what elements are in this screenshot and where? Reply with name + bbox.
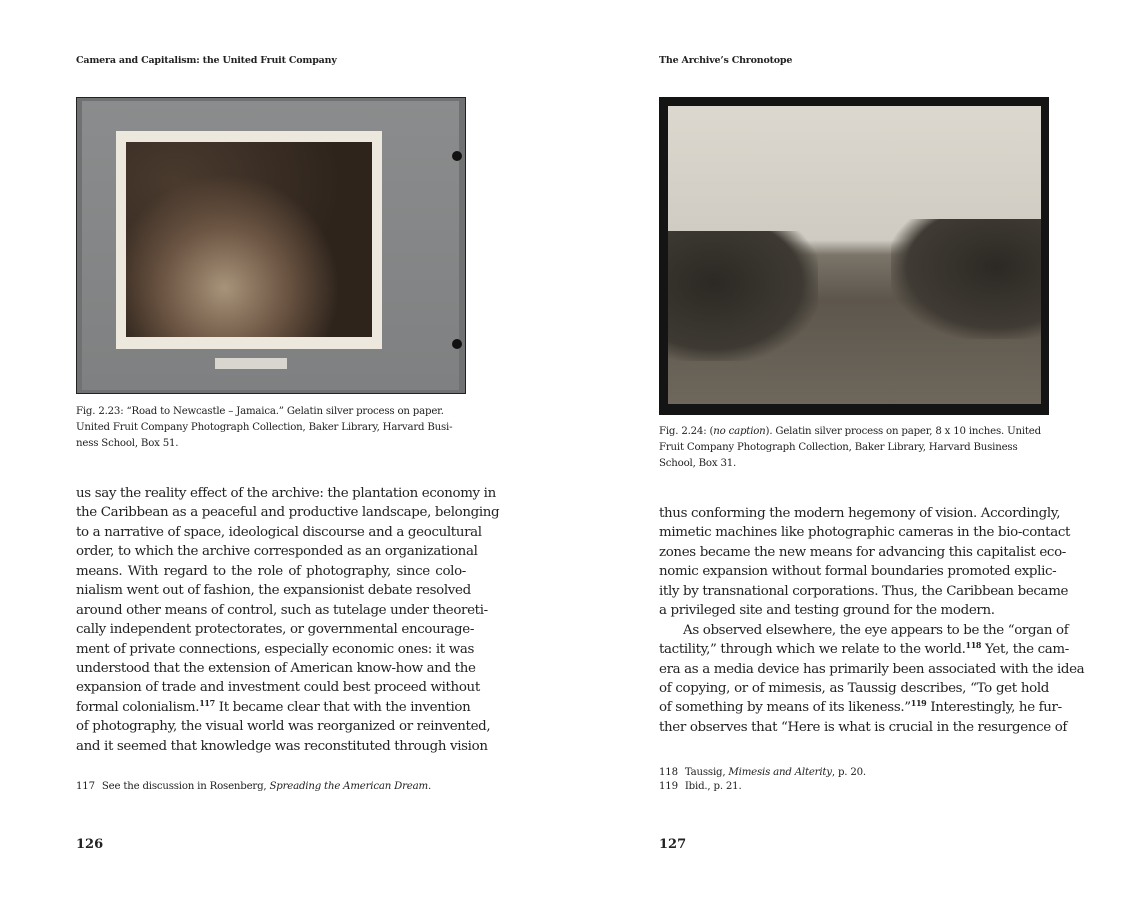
text-run: tactility,” through which we relate to the world. <box>659 642 966 658</box>
text-run: the Caribbean as a peaceful and productive landscape, belonging <box>76 505 500 521</box>
caption-line: Fig. 2.23: “Road to Newcastle – Jamaica.” Gelatin silver process on paper. <box>76 406 444 417</box>
text-line <box>76 620 475 639</box>
binder-hole <box>452 151 462 161</box>
footnote-num: 117 <box>76 781 95 792</box>
text-run: Fig. 2.24: ( <box>659 426 714 437</box>
typed-label <box>215 358 287 369</box>
photo-frame <box>659 97 1049 415</box>
text-line <box>76 562 466 581</box>
footnote-text: Taussig, <box>684 767 729 778</box>
text-run: expansion of trade and investment could best proceed without <box>76 680 480 696</box>
text-run: around other means of control, such as tutelage under theoreti- <box>76 602 488 618</box>
text-run: mimetic machines like photographic cameras in the bio-contact <box>659 525 1071 541</box>
text-line <box>659 660 1085 679</box>
text-run: means. With regard to the role of photography, since colo- <box>76 563 466 579</box>
footnote-title: Spreading the American Dream <box>269 781 428 792</box>
text-run: a privileged site and testing ground for the modern. <box>659 603 995 619</box>
text-line <box>76 601 488 620</box>
text-run: cally independent protectorates, or governmental encourage- <box>76 622 475 638</box>
text-line <box>659 582 1069 601</box>
text-line <box>76 581 471 600</box>
text-line <box>76 542 478 561</box>
caption-line <box>659 440 1049 456</box>
caption-line <box>659 456 1049 472</box>
figure-caption <box>76 404 466 452</box>
footnote-after: . <box>427 781 431 792</box>
text-run: of something by means of its likeness.” <box>659 700 911 716</box>
text-run: nomic expansion without formal boundaries promoted explic- <box>659 564 1057 580</box>
page-number: 126 <box>76 837 104 852</box>
text-run: ther observes that “Here is what is crucial in the resurgence of <box>659 719 1068 735</box>
text-run: formal colonialism. <box>76 699 200 715</box>
text-run: itly by transnational corporations. Thus, the Caribbean became <box>659 583 1069 599</box>
text-line <box>659 562 1057 581</box>
text-run: thus conforming the modern hegemony of vision. Accordingly, <box>659 506 1061 521</box>
footnote-num: 119 <box>659 781 678 792</box>
right-page <box>659 0 1085 904</box>
text-run: It became clear that with the invention <box>214 699 471 715</box>
text-run: nialism went out of fashion, the expansionist debate resolved <box>76 583 471 599</box>
text-run: Yet, the cam- <box>981 642 1069 658</box>
footnote-ref[interactable]: 118 <box>965 640 982 651</box>
text-run: us say the reality effect of the archive: the plantation economy in <box>76 486 496 501</box>
text-line <box>76 678 480 697</box>
text-run: no caption <box>713 426 766 437</box>
figure-caption <box>659 424 1049 472</box>
footnote-after: , p. 20. <box>831 767 866 778</box>
text-line <box>659 718 1068 737</box>
text-run: School, Box 31. <box>659 458 737 469</box>
body-text <box>659 504 1085 737</box>
text-run: Interestingly, he fur- <box>926 700 1062 716</box>
photo-mount <box>76 97 466 394</box>
text-run: era as a media device has primarily been associated with the idea <box>659 661 1085 677</box>
running-head: Camera and Capitalism: the United Fruit Company <box>76 55 337 66</box>
footnotes <box>76 780 431 794</box>
photo-print <box>116 131 382 349</box>
binder-hole <box>452 339 462 349</box>
running-head: The Archive’s Chronotope <box>659 55 793 66</box>
text-run: zones became the new means for advancing this capitalist eco- <box>659 544 1066 560</box>
text-run: Fruit Company Photograph Collection, Baker Library, Harvard Business <box>659 442 1018 453</box>
text-line <box>659 543 1066 562</box>
footnote-num: 118 <box>659 767 678 778</box>
text-line <box>659 679 1049 698</box>
text-run: ment of private connections, especially economic ones: it was <box>76 641 474 657</box>
text-line <box>659 523 1071 542</box>
text-line <box>659 640 1069 659</box>
text-line <box>76 717 491 736</box>
footnote-title: Mimesis and Alterity <box>728 767 832 778</box>
text-line <box>76 659 476 678</box>
text-run: to a narrative of space, ideological discourse and a geocultural <box>76 524 482 540</box>
footnote-ref[interactable]: 117 <box>199 697 215 708</box>
road-landscape-image <box>126 142 372 337</box>
banana-plantation-image <box>668 106 1041 404</box>
text-run: understood that the extension of American know-how and the <box>76 660 476 676</box>
text-run: ). Gelatin silver process on paper, 8 x 10 inches. United <box>765 426 1041 437</box>
text-run: order, to which the archive corresponded as an organizational <box>76 544 478 560</box>
text-run: and it seemed that knowledge was reconstituted through vision <box>76 738 488 754</box>
text-line <box>659 698 1062 717</box>
footnote-text: Ibid., p. 21. <box>684 781 742 792</box>
body-text <box>76 484 500 756</box>
footnote-ref[interactable]: 119 <box>910 698 927 709</box>
text-line <box>659 601 1049 620</box>
left-page <box>76 0 500 904</box>
caption-line <box>659 424 1049 440</box>
footnote-text: See the discussion in Rosenberg, <box>101 781 270 792</box>
text-line <box>76 640 474 659</box>
text-run: of photography, the visual world was reorganized or reinvented, <box>76 719 491 735</box>
footnote <box>659 766 866 780</box>
text-line <box>76 523 482 542</box>
footnote <box>76 780 431 794</box>
caption-line: ness School, Box 51. <box>76 438 179 449</box>
text-line <box>76 503 500 522</box>
text-line <box>76 697 471 717</box>
caption-line: United Fruit Company Photograph Collection, Baker Library, Harvard Busi- <box>76 422 453 433</box>
text-run: As observed elsewhere, the eye appears to be the “organ of <box>683 622 1069 638</box>
text-line <box>76 484 496 503</box>
text-line <box>659 504 1061 523</box>
footnotes <box>659 766 866 794</box>
text-line <box>659 621 1069 640</box>
text-line <box>76 737 488 756</box>
page-number: 127 <box>659 837 687 852</box>
text-run: of copying, or of mimesis, as Taussig describes, “To get hold <box>659 680 1049 696</box>
footnote <box>659 780 866 794</box>
